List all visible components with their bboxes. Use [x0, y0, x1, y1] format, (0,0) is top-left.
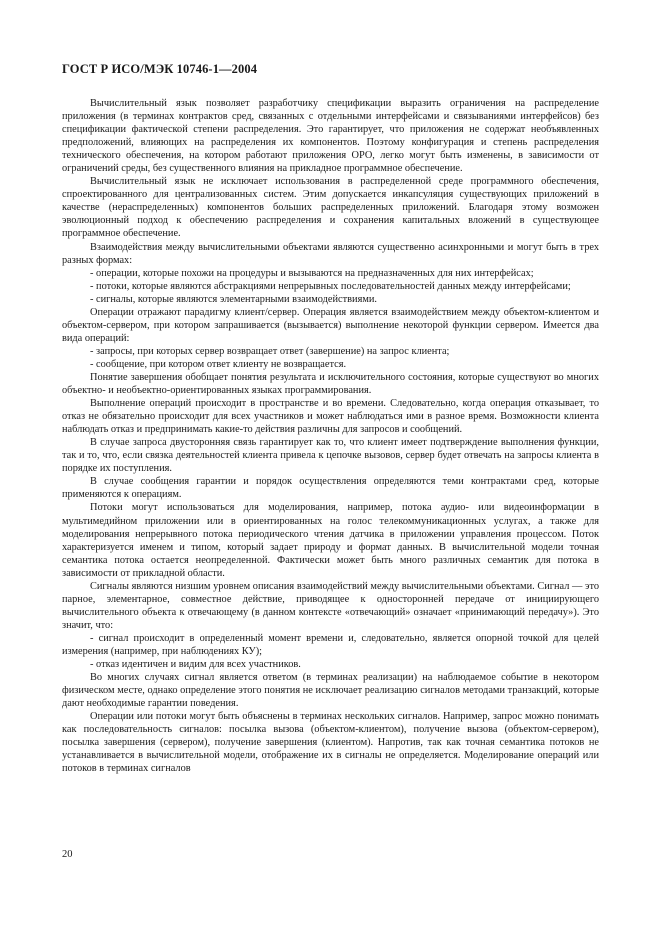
- paragraph: Во многих случаях сигнал является ответом (в терминах реализации) на наблюдаемое событие в некотором физическом месте, однако определение этого понятия не исключает реализацию сигналов методами транзакций, которые дают необходимые гарантии поведения.: [62, 672, 599, 710]
- list-item: - запросы, при которых сервер возвращает ответ (завершение) на запрос клиента;: [90, 345, 450, 357]
- list-item: - сигнал происходит в определенный момент времени и, следовательно, является опорной точкой для целей измерения (например, при наблюдениях КУ);: [62, 632, 599, 657]
- list-item: - отказ идентичен и видим для всех участников.: [90, 659, 301, 671]
- document-header: ГОСТ Р ИСО/МЭК 10746-1—2004: [62, 62, 258, 76]
- paragraph: Вычислительный язык не исключает использования в распределенной среде программного обеспечения, спроектированного для централизованных систем. Этим допускается инкапсуляция существующих приложений в качестве (нераспределенных) компонентов больших распределенных приложений. Благодаря этому возможен эволюционный подход к обеспечению распределения и сохранения капитальных вложений в существующее программное обеспечение.: [62, 176, 599, 240]
- page-number: 20: [62, 849, 73, 860]
- paragraph: Операции или потоки могут быть объяснены в терминах нескольких сигналов. Например, запрос можно понимать как последовательность сигналов: посылка вызова (объектом-клиентом), получение вызова (объектом-сервером), посылка завершения (сервером), получение завершения (клиентом). Напротив, так как точная семантика потоков не устанавливается в вычислительной модели, отображение их в сигналы не определяется. Моделирование операций или потоков в терминах сигналов: [62, 711, 599, 775]
- paragraph: Выполнение операций происходит в пространстве и во времени. Следовательно, когда операция отказывает, то отказ не обязательно происходит для всех участников и может наблюдаться ими в разное время. Возможности клиента наблюдать отказ и предпринимать какие-то действия различны для запросов и сообщений.: [62, 398, 599, 436]
- paragraph: Вычислительный язык позволяет разработчику спецификации выразить ограничения на распределение приложения (в терминах контрактов сред, связанных с отдельными интерфейсами и связываниями интерфейсов) без спецификации фактической степени распределения. Это гарантирует, что приложения не содержат необъявленных предположений, влияющих на распределения их компонентов. Поэтому конфигурация и степень распределения технического обеспечения, на котором работают приложения ОРО, легко могут быть изменены, в зависимости от ограничений среды, без существенного влияния на прикладное программное обеспечение.: [62, 98, 599, 175]
- paragraph: В случае запроса двусторонняя связь гарантирует как то, что клиент имеет подтверждение выполнения функции, так и то, что, если связка деятельностей клиента привела к цепочке вызовов, сервер будет отвечать на запросы клиента в порядке их поступления.: [62, 437, 599, 475]
- list-item: - операции, которые похожи на процедуры и вызываются на предназначенных для них интерфейсах;: [90, 267, 534, 279]
- paragraph: Сигналы являются низшим уровнем описания взаимодействий между вычислительными объектами. Сигнал — это парное, элементарное, совместное действие, приводящее к односторонней передаче от инициирующего вычислительного объекта к отвечающему (в данном контексте «отвечающий» означает «принимающий передачу»). Это значит, что:: [62, 580, 599, 631]
- paragraph: Понятие завершения обобщает понятия результата и исключительного состояния, которые существуют во многих объектно- и необъектно-ориентированных языках программирования.: [62, 371, 599, 397]
- list-item: - сообщение, при котором ответ клиенту не возвращается.: [90, 358, 347, 370]
- paragraph: В случае сообщения гарантии и порядок осуществления определяются теми контрактами сред, которые применяются к операциям.: [62, 476, 599, 501]
- paragraph: Операции отражают парадигму клиент/сервер. Операция является взаимодействием между объектом-клиентом и объектом-сервером, при котором запрашивается (вызывается) выполнение некоторой функции сервером. Имеется два вида операций:: [62, 306, 599, 344]
- list-item: - сигналы, которые являются элементарными взаимодействиями.: [90, 293, 377, 305]
- paragraph: Взаимодействия между вычислительными объектами являются существенно асинхронными и могут быть в трех разных формах:: [62, 241, 599, 266]
- list-item: - потоки, которые являются абстракциями непрерывных последовательностей данных между интерфейсами;: [90, 280, 571, 292]
- paragraph: Потоки могут использоваться для моделирования, например, потока аудио- или видеоинформации в мультимедийном приложении или в ориентированных на голос телекоммуникационных услугах, а также для моделирования непрерывного потока периодического чтения датчика в приложении управления процессом. Поток характеризуется именем и типом, который задает природу и формат данных. В вычислительной модели точная семантика потока остается неопределенной. Фактически может быть много различных семантик для потока в зависимости от прикладной области.: [62, 502, 599, 579]
- document-body: [62, 97, 599, 775]
